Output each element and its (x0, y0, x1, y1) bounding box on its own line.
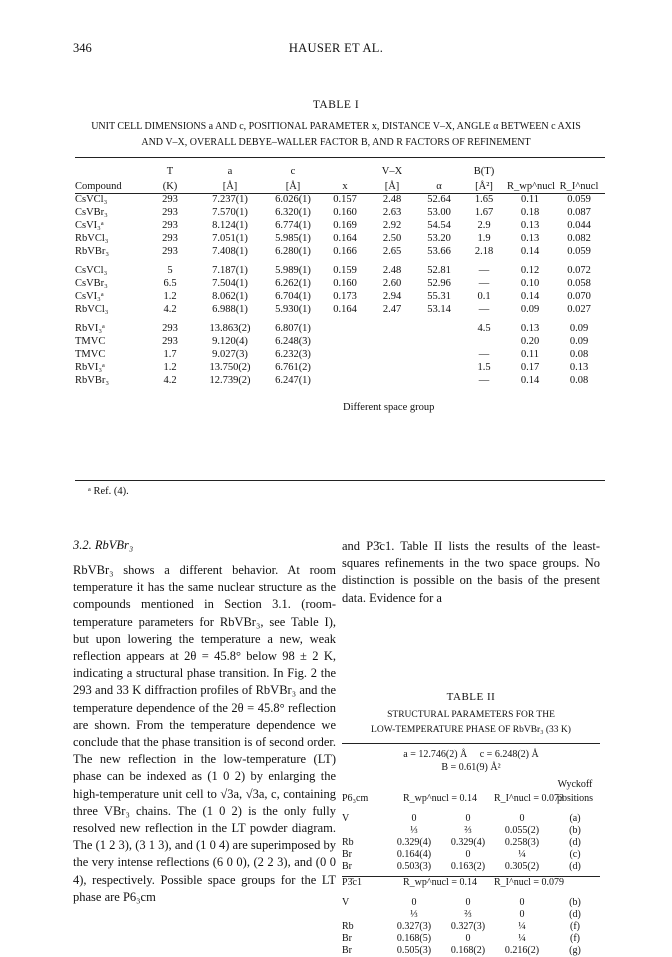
table1-cell: 6.026(1) (275, 194, 311, 205)
table1 (75, 163, 605, 387)
table1-cell: RbVCl₃ (75, 304, 109, 315)
table1-cell: 293 (162, 246, 178, 257)
table2-wyckoff-label: Wyckoff (557, 779, 593, 790)
table1-cell: 293 (162, 323, 178, 334)
table1-cell: 0.072 (567, 265, 591, 276)
running-head: HAUSER ET AL. (288, 41, 384, 55)
table1-row (75, 316, 605, 335)
table1-cell (417, 361, 461, 374)
table1-cell: 6.5 (163, 278, 177, 289)
table1-cell: RbVI₃ᵃ (75, 323, 105, 334)
table1-cell: 7.408(1) (212, 246, 248, 257)
table1-cell: RbVBr₃ (75, 375, 109, 386)
table2-cell: ⅔ (464, 825, 472, 836)
table1-cell: 8.062(1) (212, 291, 248, 302)
table2-cell: 0.168(2) (450, 945, 486, 956)
table2-cell: 0.329(4) (396, 837, 432, 848)
table1-header-cell: R_wp^nucl (507, 181, 556, 192)
table2-cell: Br (342, 861, 352, 872)
table1-cell: 55.31 (427, 291, 451, 302)
table2-space-group: P3̄c1 (342, 877, 362, 888)
table1-cell: 2.60 (382, 278, 402, 289)
table1-cell: 6.262(1) (275, 278, 311, 289)
table1-cell: 1.9 (477, 233, 491, 244)
table1-top-rule (75, 157, 605, 158)
table1-cell: 0.087 (567, 207, 591, 218)
table2-empty-cell (386, 779, 442, 791)
table2-row (342, 825, 600, 837)
table1-cell: 2.94 (382, 291, 402, 302)
table1-cell: 0.11 (521, 349, 539, 360)
table1-cell (323, 361, 367, 374)
table1-cell: 7.504(1) (212, 278, 248, 289)
table1-cell: 1.67 (474, 207, 494, 218)
table1-cell: 2.63 (382, 207, 402, 218)
table1-cell: — (478, 278, 490, 289)
table2-cell: (b) (569, 825, 581, 836)
table1-row (75, 219, 605, 232)
table1-header-cell (417, 163, 461, 178)
table1-cell: RbVBr₃ (75, 246, 109, 257)
table1-cell: 0.18 (520, 207, 540, 218)
right-column-text: and P3̄c1. Table II lists the results of the least-squares refinements in the two space groups. No distinction is possible on the basis of the present data. Evidence for a (342, 539, 600, 605)
table1-cell: 0.027 (567, 304, 591, 315)
table1-cell: 0.070 (567, 291, 591, 302)
table1-cell: 0.160 (333, 278, 357, 289)
table2-row (342, 933, 600, 945)
table1-cell: 0.1 (477, 291, 491, 302)
table1-cell: 4.2 (163, 304, 177, 315)
table2-cell: 0.305(2) (504, 861, 540, 872)
table1-header-row2 (75, 178, 605, 193)
table2-cell: 0.216(2) (504, 945, 540, 956)
table1-header-cell: [Å] (285, 181, 301, 192)
table1-header-cell (323, 163, 367, 178)
table1-cell: 53.14 (427, 304, 451, 315)
table1-header-cell: [Å] (222, 181, 238, 192)
table1-cell: 2.9 (477, 220, 491, 231)
table2-lattice-line1: a = 12.746(2) Å c = 6.248(2) Å (403, 749, 539, 760)
table2-ri: R_I^nucl = 0.079 (494, 877, 565, 888)
table1-cell: 6.248(3) (275, 336, 311, 347)
table1-cell: 0.166 (333, 246, 357, 257)
table1-cell: 0.08 (569, 349, 589, 360)
table2-cell: 0 (519, 909, 525, 920)
table2-cell: 0 (519, 813, 525, 824)
table1-cell: 9.120(4) (212, 336, 248, 347)
table2-cell (342, 825, 386, 837)
table2-top-rule (342, 743, 600, 744)
table1-cell: 0.157 (333, 194, 357, 205)
table1-cell: 5.989(1) (275, 265, 311, 276)
table2-caption-line2: LOW-TEMPERATURE PHASE OF RbVBr₃ (33 K) (371, 725, 571, 735)
table2-wyckoff-positions: positions (556, 793, 594, 804)
table1-cell: TMVC (75, 349, 106, 360)
table1-cell: — (478, 375, 490, 386)
table2-rwp: R_wp^nucl = 0.14 (403, 793, 477, 804)
table2-lattice (342, 748, 600, 774)
table1-header-row1 (75, 163, 605, 178)
table1-cell: 6.704(1) (275, 291, 311, 302)
table1-cell: 1.2 (163, 291, 177, 302)
table2-cell: Rb (342, 837, 354, 848)
table1-cell: 6.988(1) (212, 304, 248, 315)
table1-cell: 0.14 (520, 291, 540, 302)
table1-row (75, 348, 605, 361)
table2-cell: V (342, 813, 350, 824)
table1-header-cell (553, 163, 605, 178)
table1-cell: 0.173 (333, 291, 357, 302)
table2-row (342, 861, 600, 873)
table2-row (342, 849, 600, 861)
table1-cell: 0.164 (333, 304, 357, 315)
table1-cell: 293 (162, 336, 178, 347)
table2-cell: ¼ (518, 921, 526, 932)
table1-cell: 0.09 (569, 336, 589, 347)
table2-cell: 0 (465, 813, 471, 824)
table1-caption (70, 119, 602, 151)
table1-cell (417, 348, 461, 361)
table1-cell: 2.50 (382, 233, 402, 244)
table2-row (342, 813, 600, 825)
table2-cell: 0.329(4) (450, 837, 486, 848)
table1-cell: RbVCl₃ (75, 233, 109, 244)
table2-cell: 0 (465, 849, 471, 860)
table1-cell: 0.159 (333, 265, 357, 276)
table1-cell (367, 374, 417, 387)
table2-cell: Br (342, 945, 352, 956)
table1-cell: 0.13 (520, 233, 540, 244)
table2-cell: ¼ (518, 933, 526, 944)
table1-cell (367, 348, 417, 361)
table1-cell: 0.17 (520, 362, 540, 373)
table2-cell: 0.327(3) (396, 921, 432, 932)
table1-cell: 2.48 (382, 194, 402, 205)
table1-cell: 4.5 (477, 323, 491, 334)
table1-cell: 54.54 (427, 220, 451, 231)
table2-cell: ⅔ (464, 909, 472, 920)
table2-row (342, 897, 600, 909)
table1-title: TABLE I (312, 99, 360, 111)
table1-header-cell: B(T) (473, 166, 495, 177)
table1-cell: 12.739(2) (209, 375, 251, 386)
table1-row (75, 277, 605, 290)
table1-cell: 7.051(1) (212, 233, 248, 244)
table1-cell: 293 (162, 207, 178, 218)
table1-cell: 8.124(1) (212, 220, 248, 231)
table1-header-cell: [Å] (384, 181, 400, 192)
table2-cell: (a) (569, 813, 581, 824)
table1-header-cell: V–X (381, 166, 403, 177)
table1-cell: 1.2 (163, 362, 177, 373)
table1-row (75, 232, 605, 245)
table1-cell (323, 348, 367, 361)
table2-group-header (342, 875, 600, 891)
table1-cell: 0.20 (520, 336, 540, 347)
table1-cell: 7.570(1) (212, 207, 248, 218)
table2-cell: (c) (569, 849, 581, 860)
table1-cell: 52.64 (427, 194, 451, 205)
table2-cell: (g) (569, 945, 581, 956)
table2-row (342, 909, 600, 921)
table2-cell: 0.505(3) (396, 945, 432, 956)
table1-cell: 293 (162, 233, 178, 244)
table2-empty-cell (442, 779, 494, 791)
table2-cell: (d) (569, 861, 581, 872)
table2-cell: 0.055(2) (504, 825, 540, 836)
table1-cell: 7.237(1) (212, 194, 248, 205)
table1-cell: CsVI₃ᵃ (75, 220, 104, 231)
table1-cell: 6.320(1) (275, 207, 311, 218)
table1-cell (417, 335, 461, 348)
table1-header-cell: c (290, 166, 296, 177)
table1-caption-line2: AND V–X, OVERALL DEBYE–WALLER FACTOR B, AND R FACTORS OF REFINEMENT (141, 137, 531, 148)
table1-cell (323, 335, 367, 348)
table1-cell: 9.027(3) (212, 349, 248, 360)
table1-cell: CsVCl₃ (75, 194, 108, 205)
table1-header-cell (507, 163, 553, 178)
table2-row (342, 921, 600, 933)
table1-header-cell: [Å²] (475, 181, 493, 192)
table2-empty-cell (342, 779, 386, 791)
left-column-text: RbVBr₃ shows a different behavior. At room temperature it has the same nuclear structure as the compounds mentioned in Section 3.1. (room-temperature parameters for RbVBr₃, see Table I), but upon lowering the temperature a new, weak reflection appears at 2θ = 45.8° below 98 ± 2 K, indicating a structural phase transition. In Fig. 2 the 293 and 33 K diffraction profiles of RbVBr₃ and the temperature dependence of the 2θ = 45.8° reflection are shown. From the temperature dependence we conclude that the phase transition is of second order. The new reflection in the low-temperature (LT) phase can be indexed as (1 0 2) by enlarging the high-temperature unit cell to √3a, √3a, c, containing three VBr₃ chains. The (1 0 2) is the only fully resolved new reflection in the LT powder diagram. The (1 2 3), (3 1 3), and (1 0 4) are superimposed by the very intense reflections (6 0 0), (2 2 3), and (0 0 4), respectively. Possible space groups for the LT phase are P6₃cm (73, 563, 336, 904)
table1-row (75, 206, 605, 219)
table1-cell: 0.11 (521, 194, 539, 205)
table1-cell: — (478, 265, 490, 276)
table1-row (75, 374, 605, 387)
table2-cell: ⅓ (410, 825, 418, 836)
table2-cell: (f) (570, 921, 580, 932)
table2-cell: ¼ (518, 849, 526, 860)
table1-header-cell: (K) (162, 181, 178, 192)
table1-cell (461, 335, 507, 348)
table2-cell: 0 (411, 897, 417, 908)
table2 (342, 779, 600, 957)
table1-cell: 293 (162, 194, 178, 205)
table1-cell: 0.14 (520, 375, 540, 386)
table2-cell: 0.258(3) (504, 837, 540, 848)
table1-row (75, 335, 605, 348)
table1-cell: — (478, 349, 490, 360)
table1-cell: 0.10 (520, 278, 540, 289)
table1-row (75, 193, 605, 206)
table1-row (75, 303, 605, 316)
table2-cell: 0.503(3) (396, 861, 432, 872)
table1-footnote: ᵃ Ref. (4). (88, 486, 129, 497)
table1-cell: 5.930(1) (275, 304, 311, 315)
table2-cell: ⅓ (410, 909, 418, 920)
table1-cell (367, 316, 417, 335)
table1-bottom-rule (75, 480, 605, 481)
table1-cell: 1.7 (163, 349, 177, 360)
section-heading: 3.2. RbVBr₃ (73, 538, 134, 552)
table2-body (342, 779, 600, 957)
table2-title: TABLE II (446, 691, 496, 703)
table2-cell: Br (342, 933, 352, 944)
table1-cell: 2.47 (382, 304, 402, 315)
table2-cell: Rb (342, 921, 354, 932)
table2-caption-line1: STRUCTURAL PARAMETERS FOR THE (387, 710, 555, 720)
table2-cell: (d) (569, 909, 581, 920)
table1-cell: 13.750(2) (209, 362, 251, 373)
table1-cell: 0.13 (569, 362, 589, 373)
table1-cell: 0.12 (520, 265, 540, 276)
table1-cell: 0.058 (567, 278, 591, 289)
table1-different-space-group: Different space group (343, 402, 435, 413)
table1-row (75, 258, 605, 277)
table1-cell (367, 335, 417, 348)
table1-cell: 1.65 (474, 194, 494, 205)
table1-cell: — (478, 304, 490, 315)
table1-row (75, 361, 605, 374)
table1-cell: 0.14 (520, 246, 540, 257)
table2-wyckoff-row (342, 779, 600, 791)
table2-cell: 0 (411, 813, 417, 824)
table1-cell: 293 (162, 220, 178, 231)
table1-cell: 0.13 (520, 323, 540, 334)
table2-cell: 0 (465, 897, 471, 908)
table1-cell: 0.059 (567, 246, 591, 257)
table1-cell: 0.169 (333, 220, 357, 231)
table1-cell: TMVC (75, 336, 106, 347)
table2-cell (342, 909, 386, 921)
table1-cell: 6.280(1) (275, 246, 311, 257)
table1-row (75, 290, 605, 303)
table1-cell: RbVI₃ᵃ (75, 362, 105, 373)
table1-header-cell (75, 163, 143, 178)
table1-cell: 53.00 (427, 207, 451, 218)
table1-cell: 0.044 (567, 220, 591, 231)
table2-cell: Br (342, 849, 352, 860)
table1-cell: CsVI₃ᵃ (75, 291, 104, 302)
table2-group-header (342, 791, 600, 807)
table2-row (342, 837, 600, 849)
table1-cell: 2.92 (382, 220, 402, 231)
table1-cell: 6.761(2) (275, 362, 311, 373)
table1-cell: 0.08 (569, 375, 589, 386)
table2-empty-cell (494, 779, 550, 791)
table2-cell: 0.327(3) (450, 921, 486, 932)
table1-cell: 0.082 (567, 233, 591, 244)
table1-cell: 0.164 (333, 233, 357, 244)
table2-cell: 0 (519, 897, 525, 908)
table1-caption-line1: UNIT CELL DIMENSIONS a AND c, POSITIONAL PARAMETER x, DISTANCE V–X, ANGLE α BETWEEN c AXIS (91, 121, 581, 132)
table1-cell: 0.09 (569, 323, 589, 334)
table2-ri: R_I^nucl = 0.073 (494, 793, 565, 804)
table1-cell: 6.807(1) (275, 323, 311, 334)
table2-cell: (f) (570, 933, 580, 944)
table1-header-cell: T (166, 166, 174, 177)
table2-cell: V (342, 897, 350, 908)
table1-cell: 6.232(3) (275, 349, 311, 360)
table1-cell: CsVBr₃ (75, 278, 108, 289)
table1-cell (367, 361, 417, 374)
table2-cell: (b) (569, 897, 581, 908)
table1-cell: 0.059 (567, 194, 591, 205)
table1-cell: 4.2 (163, 375, 177, 386)
table2-space-group: P6₃cm (342, 793, 369, 804)
table1-cell: 6.774(1) (275, 220, 311, 231)
table1-cell: 2.48 (382, 265, 402, 276)
table1-cell: 52.81 (427, 265, 451, 276)
table1-cell: 7.187(1) (212, 265, 248, 276)
table1-header-cell: a (227, 166, 233, 177)
table1-cell: 5.985(1) (275, 233, 311, 244)
table2-cell: 0 (465, 933, 471, 944)
table1-cell: 2.65 (382, 246, 402, 257)
table1-header-cell: Compound (75, 181, 122, 192)
table1-cell: 1.5 (477, 362, 491, 373)
table1-cell: 6.247(1) (275, 375, 311, 386)
table1-header-cell: α (436, 181, 442, 192)
table1-cell (323, 316, 367, 335)
table1-cell: 53.66 (427, 246, 451, 257)
table1-cell: 0.09 (520, 304, 540, 315)
table1-cell: 53.20 (427, 233, 451, 244)
table1-cell (323, 374, 367, 387)
table2-cell: (d) (569, 837, 581, 848)
table1-header-cell: x (342, 181, 348, 192)
table1-cell: CsVBr₃ (75, 207, 108, 218)
table2-cell: 0.164(4) (396, 849, 432, 860)
table1-cell: 5 (167, 265, 173, 276)
table2-rwp: R_wp^nucl = 0.14 (403, 877, 477, 888)
table2-lattice-line2: B = 0.61(9) Å² (441, 762, 501, 773)
table1-body (75, 193, 605, 387)
table2-cell: 0.163(2) (450, 861, 486, 872)
table1-cell: 2.18 (474, 246, 494, 257)
table1-cell: CsVCl₃ (75, 265, 108, 276)
table2-caption (342, 708, 600, 738)
table1-cell: 0.13 (520, 220, 540, 231)
table1-cell: 13.863(2) (209, 323, 251, 334)
table2-row (342, 945, 600, 957)
table1-cell: 0.160 (333, 207, 357, 218)
table1-row (75, 245, 605, 258)
page-number: 346 (73, 41, 92, 55)
table1-cell (417, 374, 461, 387)
table1-header-cell: R_I^nucl (559, 181, 599, 192)
table2-cell: 0.168(5) (396, 933, 432, 944)
table1-cell: 52.96 (427, 278, 451, 289)
table1-cell (417, 316, 461, 335)
